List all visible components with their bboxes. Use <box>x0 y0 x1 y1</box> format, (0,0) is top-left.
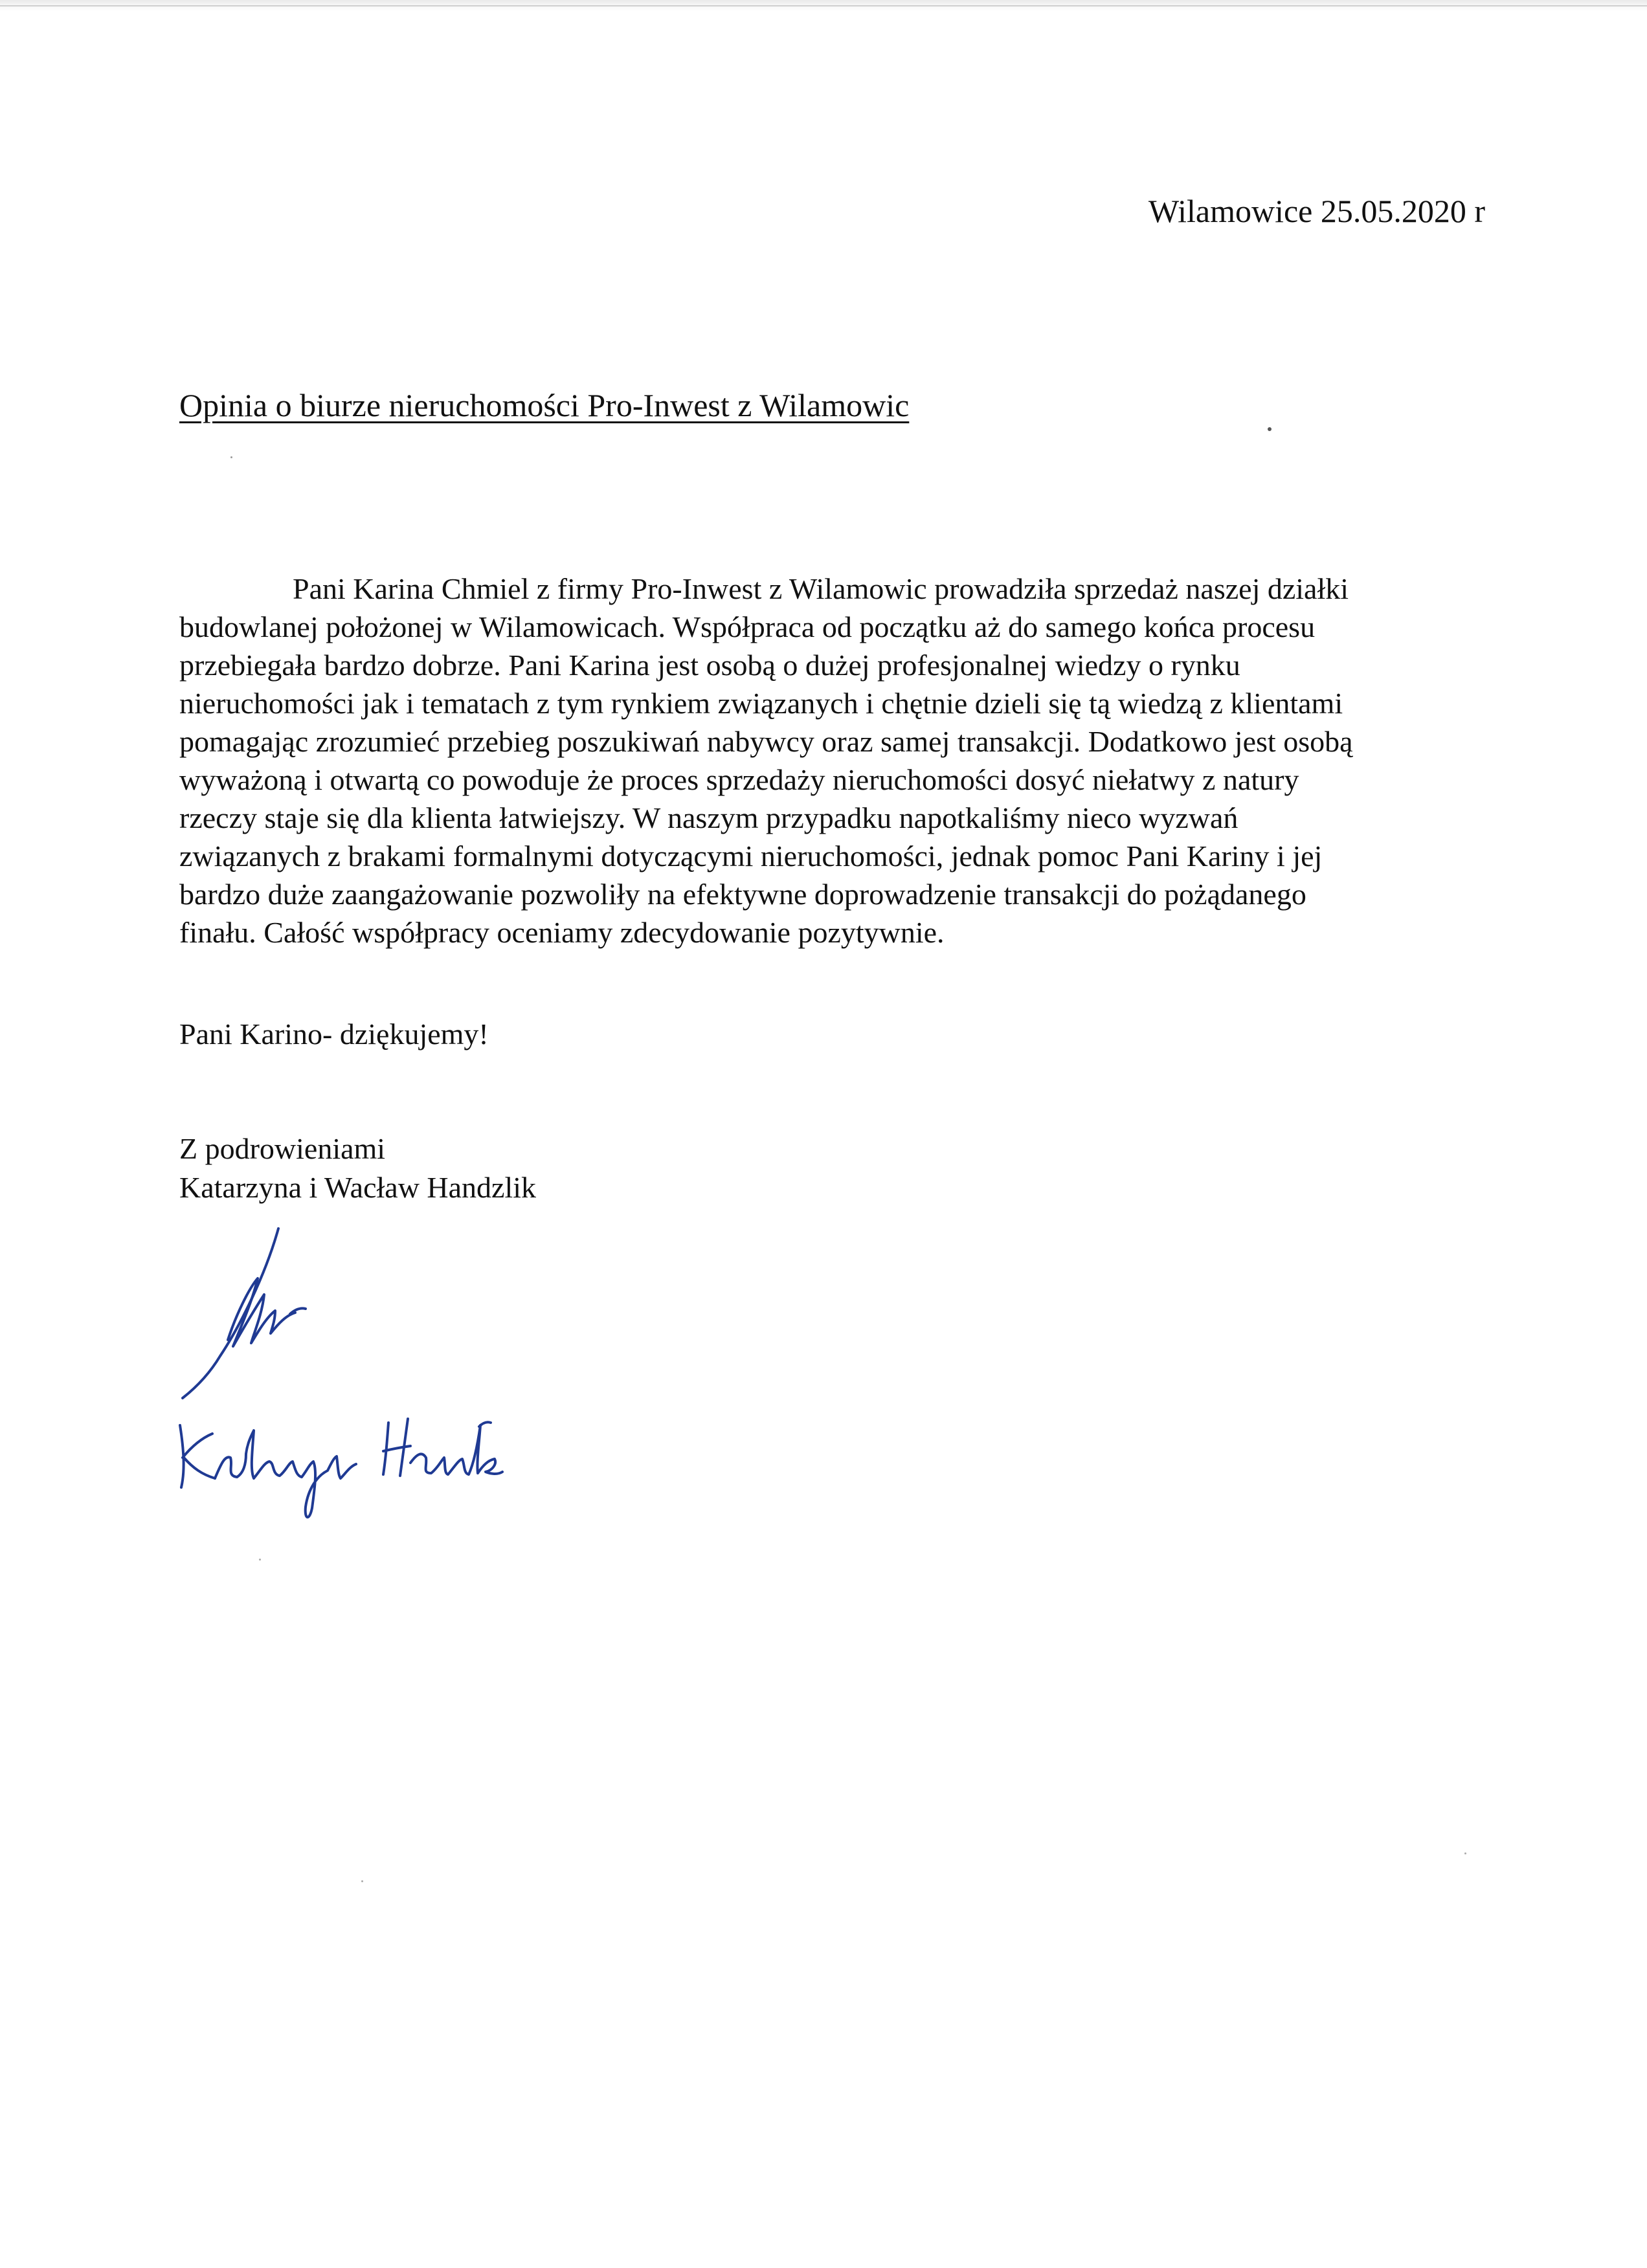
letter-title: Opinia o biurze nieruchomości Pro-Inwest z Wilamowic <box>179 387 910 423</box>
signature-wc-loops <box>228 1278 295 1346</box>
handwritten-signatures <box>142 1217 505 1521</box>
body-line: wyważoną i otwartą co powoduje że proces sprzedaży nieruchomości dosyć niełatwy z natury <box>179 763 1299 796</box>
signature-kh-h <box>383 1419 410 1476</box>
signatories-names: Katarzyna i Wacław Handzlik <box>179 1171 537 1204</box>
body-line: związanych z brakami formalnymi dotyczącymi nieruchomości, jednak pomoc Pani Kariny i jej <box>179 839 1323 873</box>
scan-speck <box>1268 427 1272 431</box>
signature-wc-stroke <box>183 1228 278 1398</box>
body-line: nieruchomości jak i tematach z tym rynkiem związanych i chętnie dzieli się tą wiedzą z klientami <box>179 687 1343 720</box>
body-line: pomagając zrozumieć przebieg poszukiwań nabywcy oraz samej transakcji. Dodatkowo jest osobą <box>179 725 1353 758</box>
letter-thanks: Pani Karino- dziękujemy! <box>179 1017 489 1051</box>
letter-closing <box>179 1129 536 1207</box>
scan-speck <box>1464 1852 1466 1854</box>
signature-kh-tail <box>479 1422 491 1427</box>
letter-date: Wilamowice 25.05.2020 r <box>1148 193 1485 229</box>
body-line: budowlanej położonej w Wilamowicach. Współpraca od początku aż do samego końca procesu <box>179 610 1316 643</box>
closing-phrase: Z podrowieniami <box>179 1132 386 1165</box>
scan-line <box>0 5 1647 6</box>
signature-kh-word1 <box>215 1430 356 1517</box>
scan-speck <box>259 1559 261 1561</box>
signature-kh-k <box>180 1425 215 1487</box>
body-line: finału. Całość współpracy oceniamy zdecydowanie pozytywnie. <box>179 916 945 949</box>
body-line: rzeczy staje się dla klienta łatwiejszy. W naszym przypadku napotkaliśmy nieco wyzwań <box>179 801 1238 834</box>
signature-kh-word2 <box>410 1425 502 1474</box>
body-line: bardzo duże zaangażowanie pozwoliły na efektywne doprowadzenie transakcji do pożądanego <box>179 878 1306 911</box>
signature-wc-tick <box>290 1308 306 1314</box>
letter-body <box>179 570 1448 951</box>
scan-speck <box>230 456 232 458</box>
body-line: Pani Karina Chmiel z firmy Pro-Inwest z Wilamowic prowadziła sprzedaż naszej działki <box>293 572 1349 605</box>
scan-speck <box>361 1880 363 1882</box>
body-line: przebiegała bardzo dobrze. Pani Karina jest osobą o dużej profesjonalnej wiedzy o rynku <box>179 649 1240 682</box>
